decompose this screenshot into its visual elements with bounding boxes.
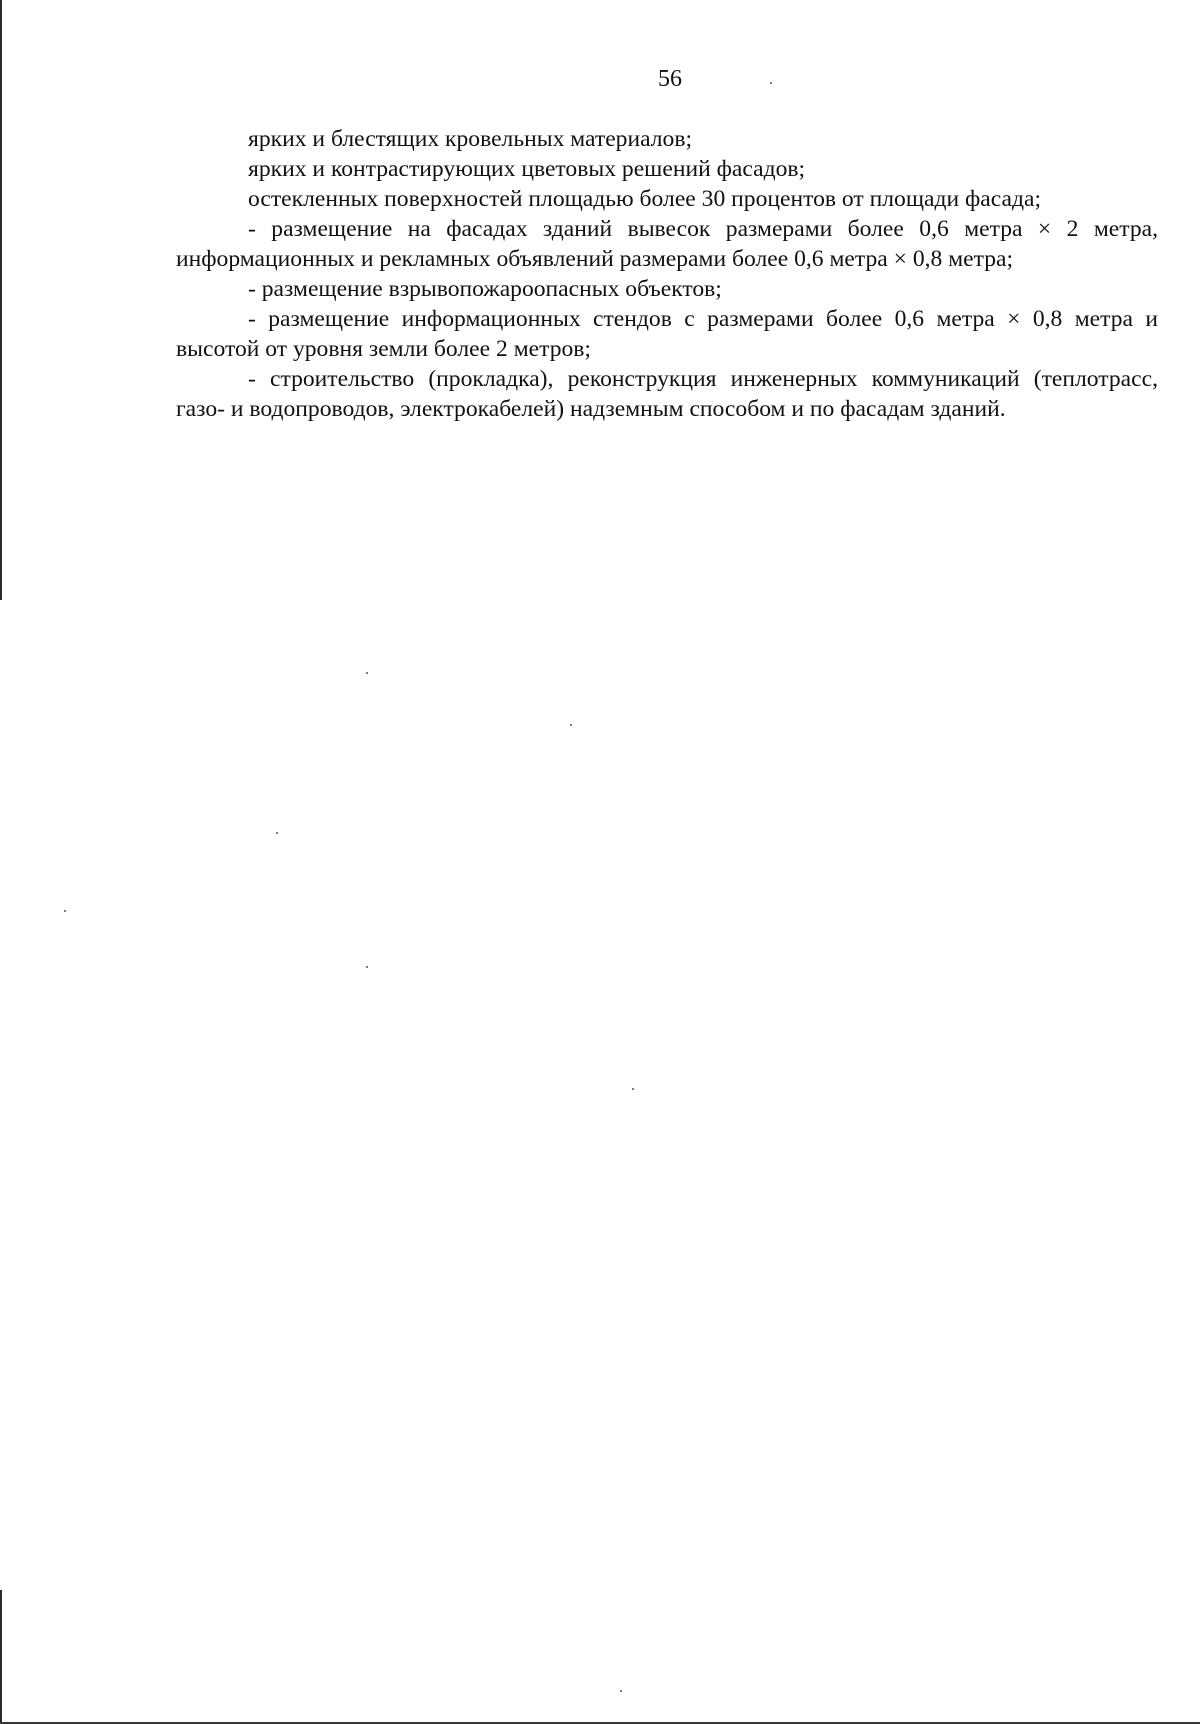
page-number: 56 xyxy=(658,66,682,92)
paragraph: остекленных поверхностей площадью более 30 процентов от площади фасада; xyxy=(248,186,1042,212)
scan-speck xyxy=(366,966,368,968)
scan-speck xyxy=(570,724,572,726)
scan-speck xyxy=(276,832,278,834)
scan-speck xyxy=(620,1690,622,1692)
scan-edge-artifact xyxy=(0,0,2,600)
paragraph: ярких и контрастирующих цветовых решений фасадов; xyxy=(248,156,806,182)
paragraph: - размещение на фасадах зданий вывесок размерами более 0,6 метра × 2 метра, информационных и рекламных объявлений размерами более 0,6 метра × 0,8 метра; xyxy=(176,216,1158,272)
document-body xyxy=(176,124,1158,424)
scan-speck xyxy=(632,1088,634,1090)
paragraph: - размещение взрывопожароопасных объектов; xyxy=(248,276,722,302)
scan-speck xyxy=(64,910,66,912)
scan-edge-artifact xyxy=(0,1590,2,1724)
paragraph: - строительство (прокладка), реконструкция инженерных коммуникаций (теплотрасс, газо- и водопроводов, электрокабелей) надземным способом и по фасадам зданий. xyxy=(176,366,1158,422)
scan-speck xyxy=(366,672,368,674)
paragraph: ярких и блестящих кровельных материалов; xyxy=(248,126,693,152)
scan-speck xyxy=(770,82,772,84)
paragraph: - размещение информационных стендов с размерами более 0,6 метра × 0,8 метра и высотой от уровня земли более 2 метров; xyxy=(176,306,1158,362)
